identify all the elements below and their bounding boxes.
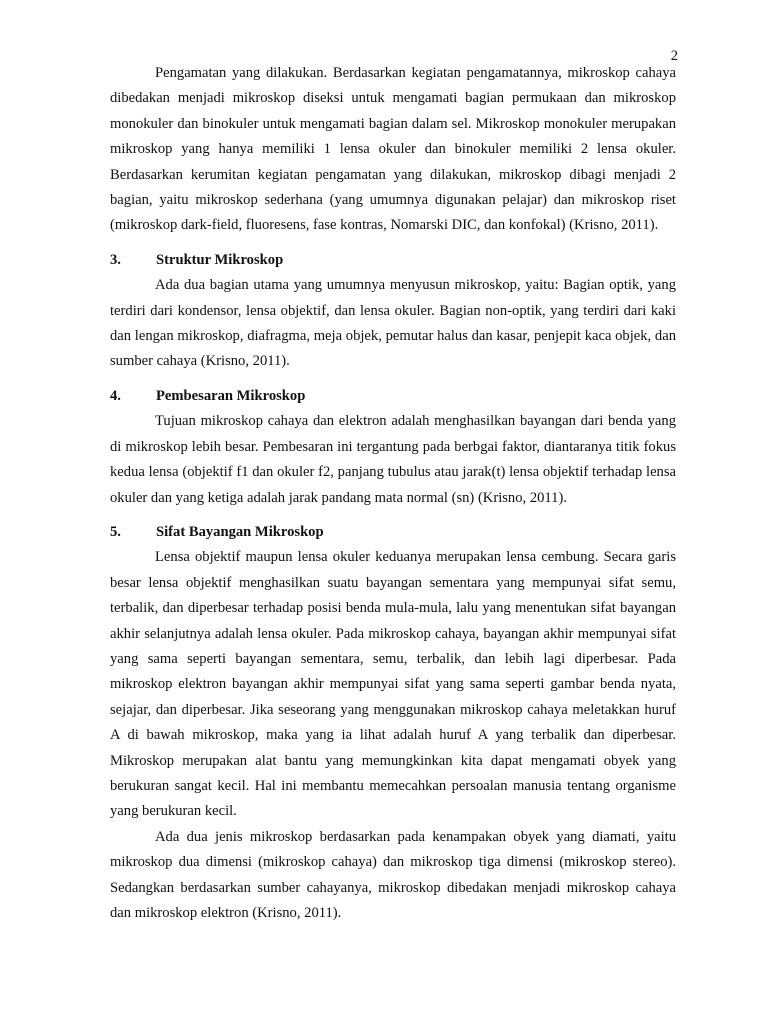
section-number: 5. bbox=[110, 523, 121, 540]
section-pembesaran-mikroskop bbox=[110, 384, 676, 511]
section-title: Sifat Bayangan Mikroskop bbox=[156, 523, 324, 540]
section-paragraph: Ada dua jenis mikroskop berdasarkan pada kenampakan obyek yang diamati, yaitu mikroskop dua dimensi (mikroskop cahaya) dan mikroskop tiga dimensi (mikroskop stereo). Sedangkan berdasarkan sumber cahayanya, mikroskop dibedakan menjadi mikroskop cahaya dan mikroskop elektron (Krisno, 2011). bbox=[110, 828, 676, 921]
section-title: Pembesaran Mikroskop bbox=[156, 387, 306, 404]
section-heading bbox=[110, 520, 676, 545]
section-heading bbox=[110, 248, 676, 273]
section-paragraph: Lensa objektif maupun lensa okuler keduanya merupakan lensa cembung. Secara garis besar lensa objektif menghasilkan suatu bayangan sementara yang mempunyai sifat semu, terbalik, dan diperbesar terhadap posisi benda mula-mula, lalu yang menentukan sifat bayangan akhir selanjutnya adalah lensa okuler. Pada mikroskop cahaya, bayangan akhir mempunyai sifat yang sama seperti bayangan sementara, semu, terbalik, dan lebih lagi diperbesar. Pada mikroskop elektron bayangan akhir mempunyai sifat yang sama seperti gambar benda nyata, sejajar, dan diperbesar. Jika seseorang yang menggunakan mikroskop cahaya meletakkan huruf A di bawah mikroskop, maka yang ia lihat adalah huruf A yang terbalik dan diperbesar. Mikroskop merupakan alat bantu yang memungkinkan kita dapat mengamati obyek yang berukuran sangat kecil. Hal ini membantu memecahkan persoalan manusia tentang organisme yang berukuran kecil. bbox=[110, 549, 676, 820]
section-number: 3. bbox=[110, 251, 121, 268]
intro-paragraph: Pengamatan yang dilakukan. Berdasarkan kegiatan pengamatannya, mikroskop cahaya dibedakan menjadi mikroskop diseksi untuk mengamati bagian permukaan dan mikroskop monokuler dan binokuler untuk mengamati bagian dalam sel. Mikroskop monokuler merupakan mikroskop yang hanya memiliki 1 lensa okuler dan binokuler memiliki 2 lensa okuler. Berdasarkan kerumitan kegiatan pengamatan yang dilakukan, mikroskop dibagi menjadi 2 bagian, yaitu mikroskop sederhana (yang umumnya digunakan pelajar) dan mikroskop riset (mikroskop dark-field, fluoresens, fase kontras, Nomarski DIC, dan konfokal) (Krisno, 2011). bbox=[110, 65, 676, 234]
section-number: 4. bbox=[110, 387, 121, 404]
section-heading bbox=[110, 384, 676, 409]
page-content bbox=[110, 61, 676, 926]
section-title: Struktur Mikroskop bbox=[156, 251, 284, 268]
section-paragraph: Ada dua bagian utama yang umumnya menyusun mikroskop, yaitu: Bagian optik, yang terdiri dari kondensor, lensa objektif, dan lensa okuler. Bagian non-optik, yang terdiri dari kaki dan lengan mikroskop, diafragma, meja objek, pemutar halus dan kasar, penjepit kaca objek, dan sumber cahaya (Krisno, 2011). bbox=[110, 277, 676, 370]
section-sifat-bayangan-mikroskop bbox=[110, 520, 676, 927]
page-number: 2 bbox=[670, 48, 678, 64]
section-paragraph: Tujuan mikroskop cahaya dan elektron adalah menghasilkan bayangan dari benda yang di mikroskop lebih besar. Pembesaran ini tergantung pada berbgai faktor, diantaranya titik fokus kedua lensa (objektif f1 dan okuler f2, panjang tubulus atau jarak(t) lensa objektif terhadap lensa okuler dan yang ketiga adalah jarak pandang mata normal (sn) (Krisno, 2011). bbox=[110, 413, 676, 506]
section-struktur-mikroskop bbox=[110, 248, 676, 375]
